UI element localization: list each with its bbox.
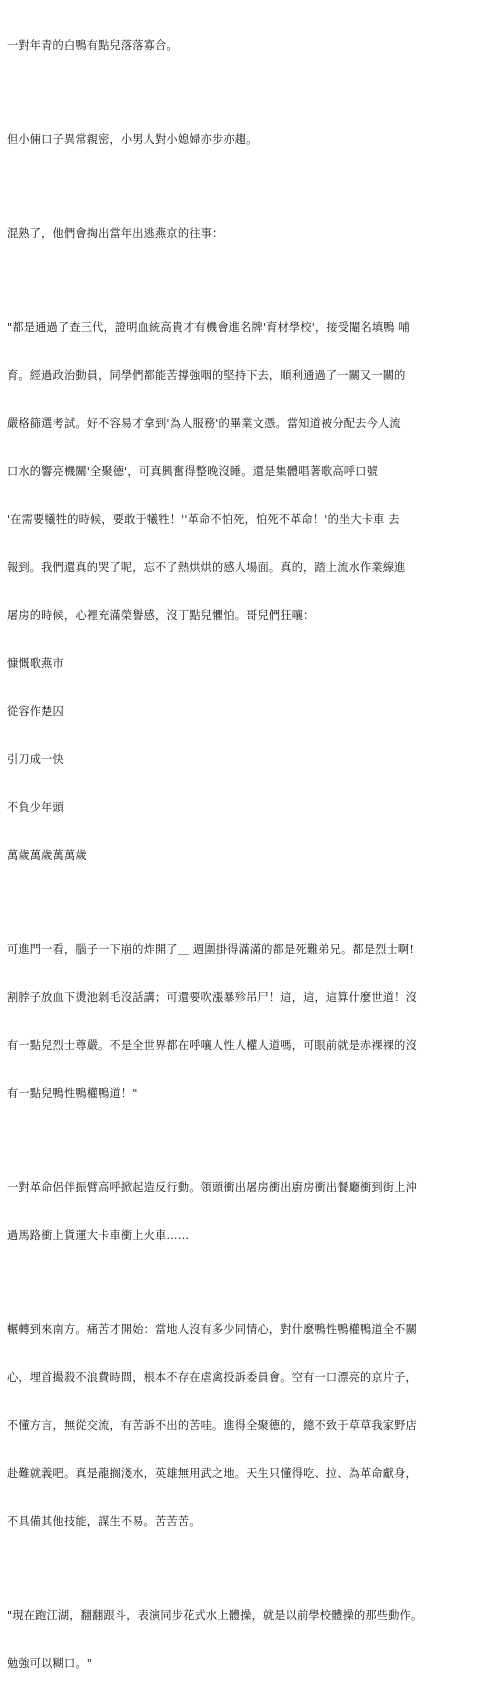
text-line: 混熟了，他們會掏出當年出逃燕京的往事： <box>7 227 224 240</box>
text-line: 輾轉到來南方。痛苦才開始：當地人沒有多少同情心，對什麼鴨性鴨權鴨道全不關 <box>7 1323 417 1336</box>
poem-line: 引刀成一快 <box>7 753 64 766</box>
text-line: 屠房的時候，心裡充滿榮譽感，沒丁點兒懼怕。哥兒們狂嚷： <box>7 609 315 622</box>
paragraph-6 <box>7 1148 492 1276</box>
text-line: 可進門一看，腦子一下崩的炸開了＿ 週圍掛得滿滿的都是死難弟兄。都是烈士啊! <box>7 943 415 956</box>
text-line: 有一點兒鴨性鴨權鴨道！" <box>7 1087 138 1100</box>
text-line: 但小倆口子異常親密，小男人對小媳婦亦步亦趨。 <box>7 133 258 146</box>
poem-line: 慷慨歌燕市 <box>7 657 64 670</box>
text-line: 一對革命侶伴振臂高呼掀起造反行動。領頭衝出屠房衝出廚房衝出餐廳衝到街上沖 <box>7 1181 417 1194</box>
poem-line: 從容作楚囚 <box>7 705 64 718</box>
poem-line: 不負少年頭 <box>7 801 64 814</box>
paragraph-4 <box>7 288 492 896</box>
paragraph-3 <box>7 194 492 274</box>
paragraph-2 <box>7 100 492 180</box>
text-line: 不具備其他技能，謀生不易。苦苦苦。 <box>7 1515 201 1528</box>
text-line: 過馬路衝上貨運大卡車衝上火車…… <box>7 1229 190 1242</box>
text-line: 心，埋首撮殺不浪費時間，根本不存在虐禽投訴委員會。空有一口漂亮的京片子， <box>7 1371 417 1384</box>
text-line: 嚴格篩選考試。好不容易才拿到'為人服務'的畢業文憑。當知道被分配去今人流 <box>7 417 401 430</box>
text-line: 勉強可以糊口。" <box>7 1657 93 1670</box>
text-line: 割脖子放血下燙池剝毛沒話講；可還要吹漲暴殄吊尸！這，這，這算什麼世道！沒 <box>7 991 417 1004</box>
text-line: "都是通過了查三代，證明血統高貴才有機會進名牌'育材學校'，接受閹名填鴨 哺 <box>7 321 410 334</box>
text-line: '在需要犧牲的時候，要敢于犧牲！''革命不怕死，怕死不革命！'的坐大卡車 去 <box>7 513 400 526</box>
text-line: 報到。我們還真的哭了呢，忘不了熱烘烘的感人場面。真的，踏上流水作業線進 <box>7 561 406 574</box>
poem-line: 萬歲萬歲萬萬歲 <box>7 849 87 862</box>
paragraph-8 <box>7 1576 492 1704</box>
text-line: 不懂方言，無從交流，有苦訴不出的苦哇。進得全聚德的，總不致于草草我家野店 <box>7 1419 417 1432</box>
text-line: 一對年青的白鴨有點兒落落寡合。 <box>7 39 178 52</box>
text-line: 育。經過政治動員，同學們都能苦撐強咽的堅持下去，順利通過了一關又一關的 <box>7 369 406 382</box>
text-line: 赴難就義吧。真是龍搁淺水，英雄無用武之地。天生只懂得吃、拉、為革命獻身， <box>7 1467 417 1480</box>
text-line: 口水的響亮機關'全聚德'，可真興奮得整晚沒睡。還是集體唱著歌高呼口號 <box>7 465 378 478</box>
paragraph-1 <box>7 6 492 86</box>
paragraph-7 <box>7 1290 492 1562</box>
text-line: 有一點兒烈士尊嚴。不是全世界都在呼嚷人性人權人道嗎，可眼前就是赤裸裸的沒 <box>7 1039 417 1052</box>
text-line: "現在跑江湖，翻翻跟斗，表演同步花式水上體操，就是以前學校體操的那些動作。 <box>7 1609 423 1622</box>
paragraph-5 <box>7 910 492 1134</box>
